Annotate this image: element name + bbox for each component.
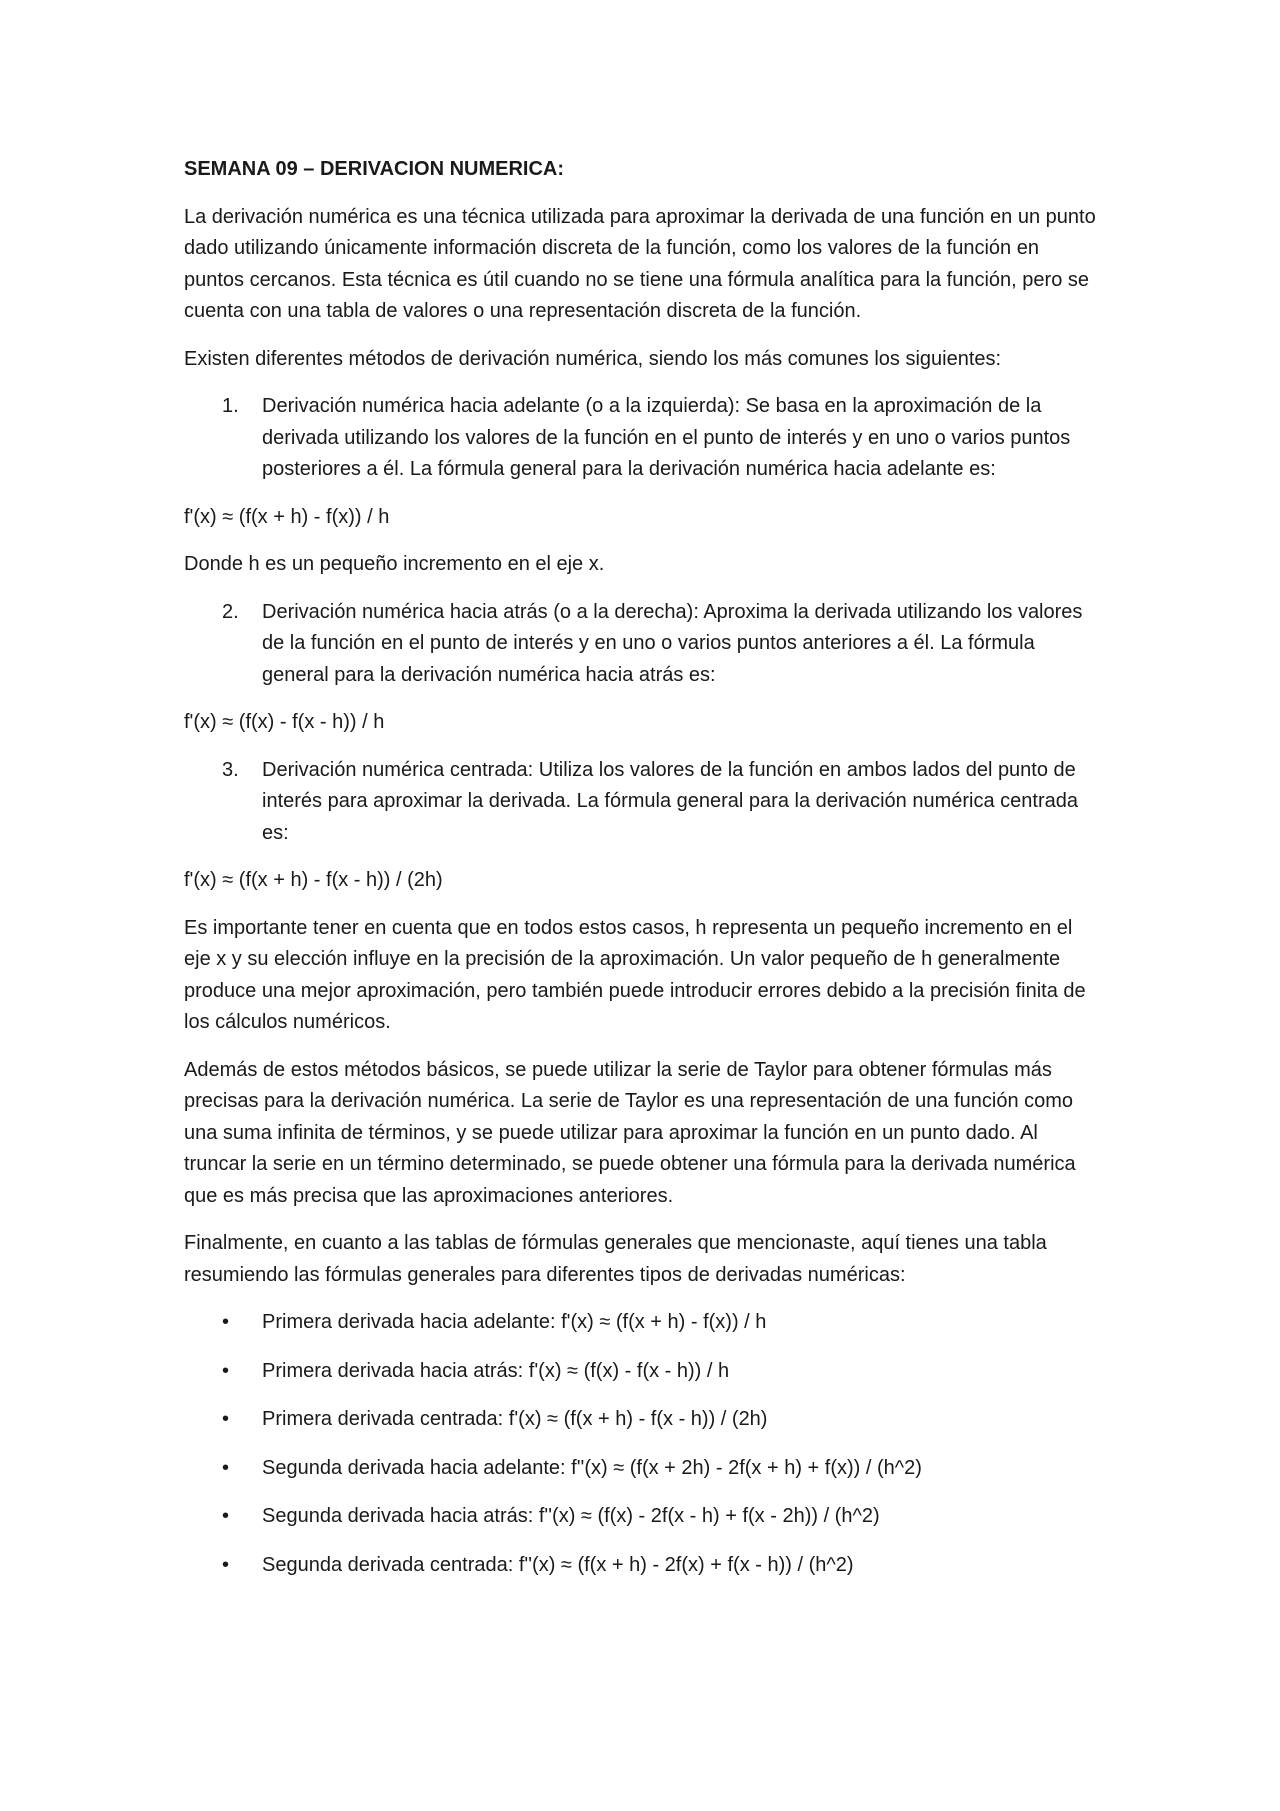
list-item xyxy=(184,1307,1104,1339)
intro-paragraph: La derivación numérica es una técnica utilizada para aproximar la derivada de una función en un punto dado utilizando únicamente información discreta de la función, como los valores de la función en puntos cercanos. Esta técnica es útil cuando no se tiene una fórmula analítica para la función, pero se cuenta con una tabla de valores o una representación discreta de la función. xyxy=(184,205,1096,322)
method-number: 3. xyxy=(222,758,239,781)
bullet-icon: • xyxy=(222,1359,230,1382)
method-item-centered xyxy=(184,755,1104,850)
taylor-paragraph: Además de estos métodos básicos, se puede utilizar la serie de Taylor para obtener fórmulas más precisas para la derivación numérica. La serie de Taylor es una representación de una función como una suma infinita de términos, y se puede utilizar para aproximar la función en un punto dado. Al truncar la serie en un término determinado, se puede obtener una fórmula para la derivada numérica que es más precisa que las aproximaciones anteriores. xyxy=(184,1058,1076,1207)
formula-forward: f'(x) ≈ (f(x + h) - f(x)) / h xyxy=(184,505,390,528)
list-item-text: Primera derivada centrada: f'(x) ≈ (f(x + h) - f(x - h)) / (2h) xyxy=(262,1408,768,1430)
method-item-backward xyxy=(184,597,1104,692)
bullet-icon: • xyxy=(222,1505,230,1527)
list-item-text: Segunda derivada hacia adelante: f''(x) ≈ (f(x + 2h) - 2f(x + h) + f(x)) / (h^2) xyxy=(262,1456,922,1479)
list-item xyxy=(184,1501,1104,1533)
table-intro-paragraph: Finalmente, en cuanto a las tablas de fórmulas generales que mencionaste, aquí tienes una tabla resumiendo las fórmulas generales para diferentes tipos de derivadas numéricas: xyxy=(184,1232,1047,1286)
document-page xyxy=(184,154,1104,1598)
list-item-text: Segunda derivada hacia atrás: f''(x) ≈ (f(x) - 2f(x - h) + f(x - 2h)) / (h^2) xyxy=(262,1505,880,1527)
list-item-text: Primera derivada hacia atrás: f'(x) ≈ (f(x) - f(x - h)) / h xyxy=(262,1359,730,1382)
document-title: SEMANA 09 – DERIVACION NUMERICA: xyxy=(184,158,565,180)
list-item-text: Segunda derivada centrada: f''(x) ≈ (f(x + h) - 2f(x) + f(x - h)) / (h^2) xyxy=(262,1553,854,1576)
methods-intro-paragraph: Existen diferentes métodos de derivación numérica, siendo los más comunes los siguientes: xyxy=(184,347,1002,370)
bullet-icon: • xyxy=(222,1408,230,1430)
bullet-icon: • xyxy=(222,1553,230,1576)
method-item-forward xyxy=(184,391,1104,486)
formula-centered: f'(x) ≈ (f(x + h) - f(x - h)) / (2h) xyxy=(184,869,443,891)
precision-paragraph: Es importante tener en cuenta que en todos estos casos, h representa un pequeño incremento en el eje x y su elección influye en la precisión de la aproximación. Un valor pequeño de h generalmente produce una mejor aproximación, pero también puede introducir errores debido a la precisión finita de los cálculos numéricos. xyxy=(184,916,1086,1033)
list-item xyxy=(184,1453,1104,1485)
method-number: 2. xyxy=(222,600,239,623)
list-item xyxy=(184,1404,1104,1436)
method-text: Derivación numérica centrada: Utiliza los valores de la función en ambos lados del punto de interés para aproximar la derivada. La fórmula general para la derivación numérica centrada es: xyxy=(262,758,1078,844)
bullet-icon: • xyxy=(222,1311,230,1333)
formulas-bullet-list xyxy=(184,1307,1104,1581)
formula-backward: f'(x) ≈ (f(x) - f(x - h)) / h xyxy=(184,711,385,733)
method-text: Derivación numérica hacia adelante (o a la izquierda): Se basa en la aproximación de la derivada utilizando los valores de la función en el punto de interés y en uno o varios puntos posteriores a él. La fórmula general para la derivación numérica hacia adelante es: xyxy=(262,395,1071,480)
method-text: Derivación numérica hacia atrás (o a la derecha): Aproxima la derivada utilizando los valores de la función en el punto de interés y en uno o varios puntos anteriores a él. La fórmula general para la derivación numérica hacia atrás es: xyxy=(262,600,1083,686)
method-number: 1. xyxy=(222,395,239,417)
h-note-paragraph: Donde h es un pequeño incremento en el eje x. xyxy=(184,553,605,575)
list-item-text: Primera derivada hacia adelante: f'(x) ≈ (f(x + h) - f(x)) / h xyxy=(262,1311,767,1333)
list-item xyxy=(184,1356,1104,1388)
bullet-icon: • xyxy=(222,1456,230,1479)
list-item xyxy=(184,1550,1104,1582)
